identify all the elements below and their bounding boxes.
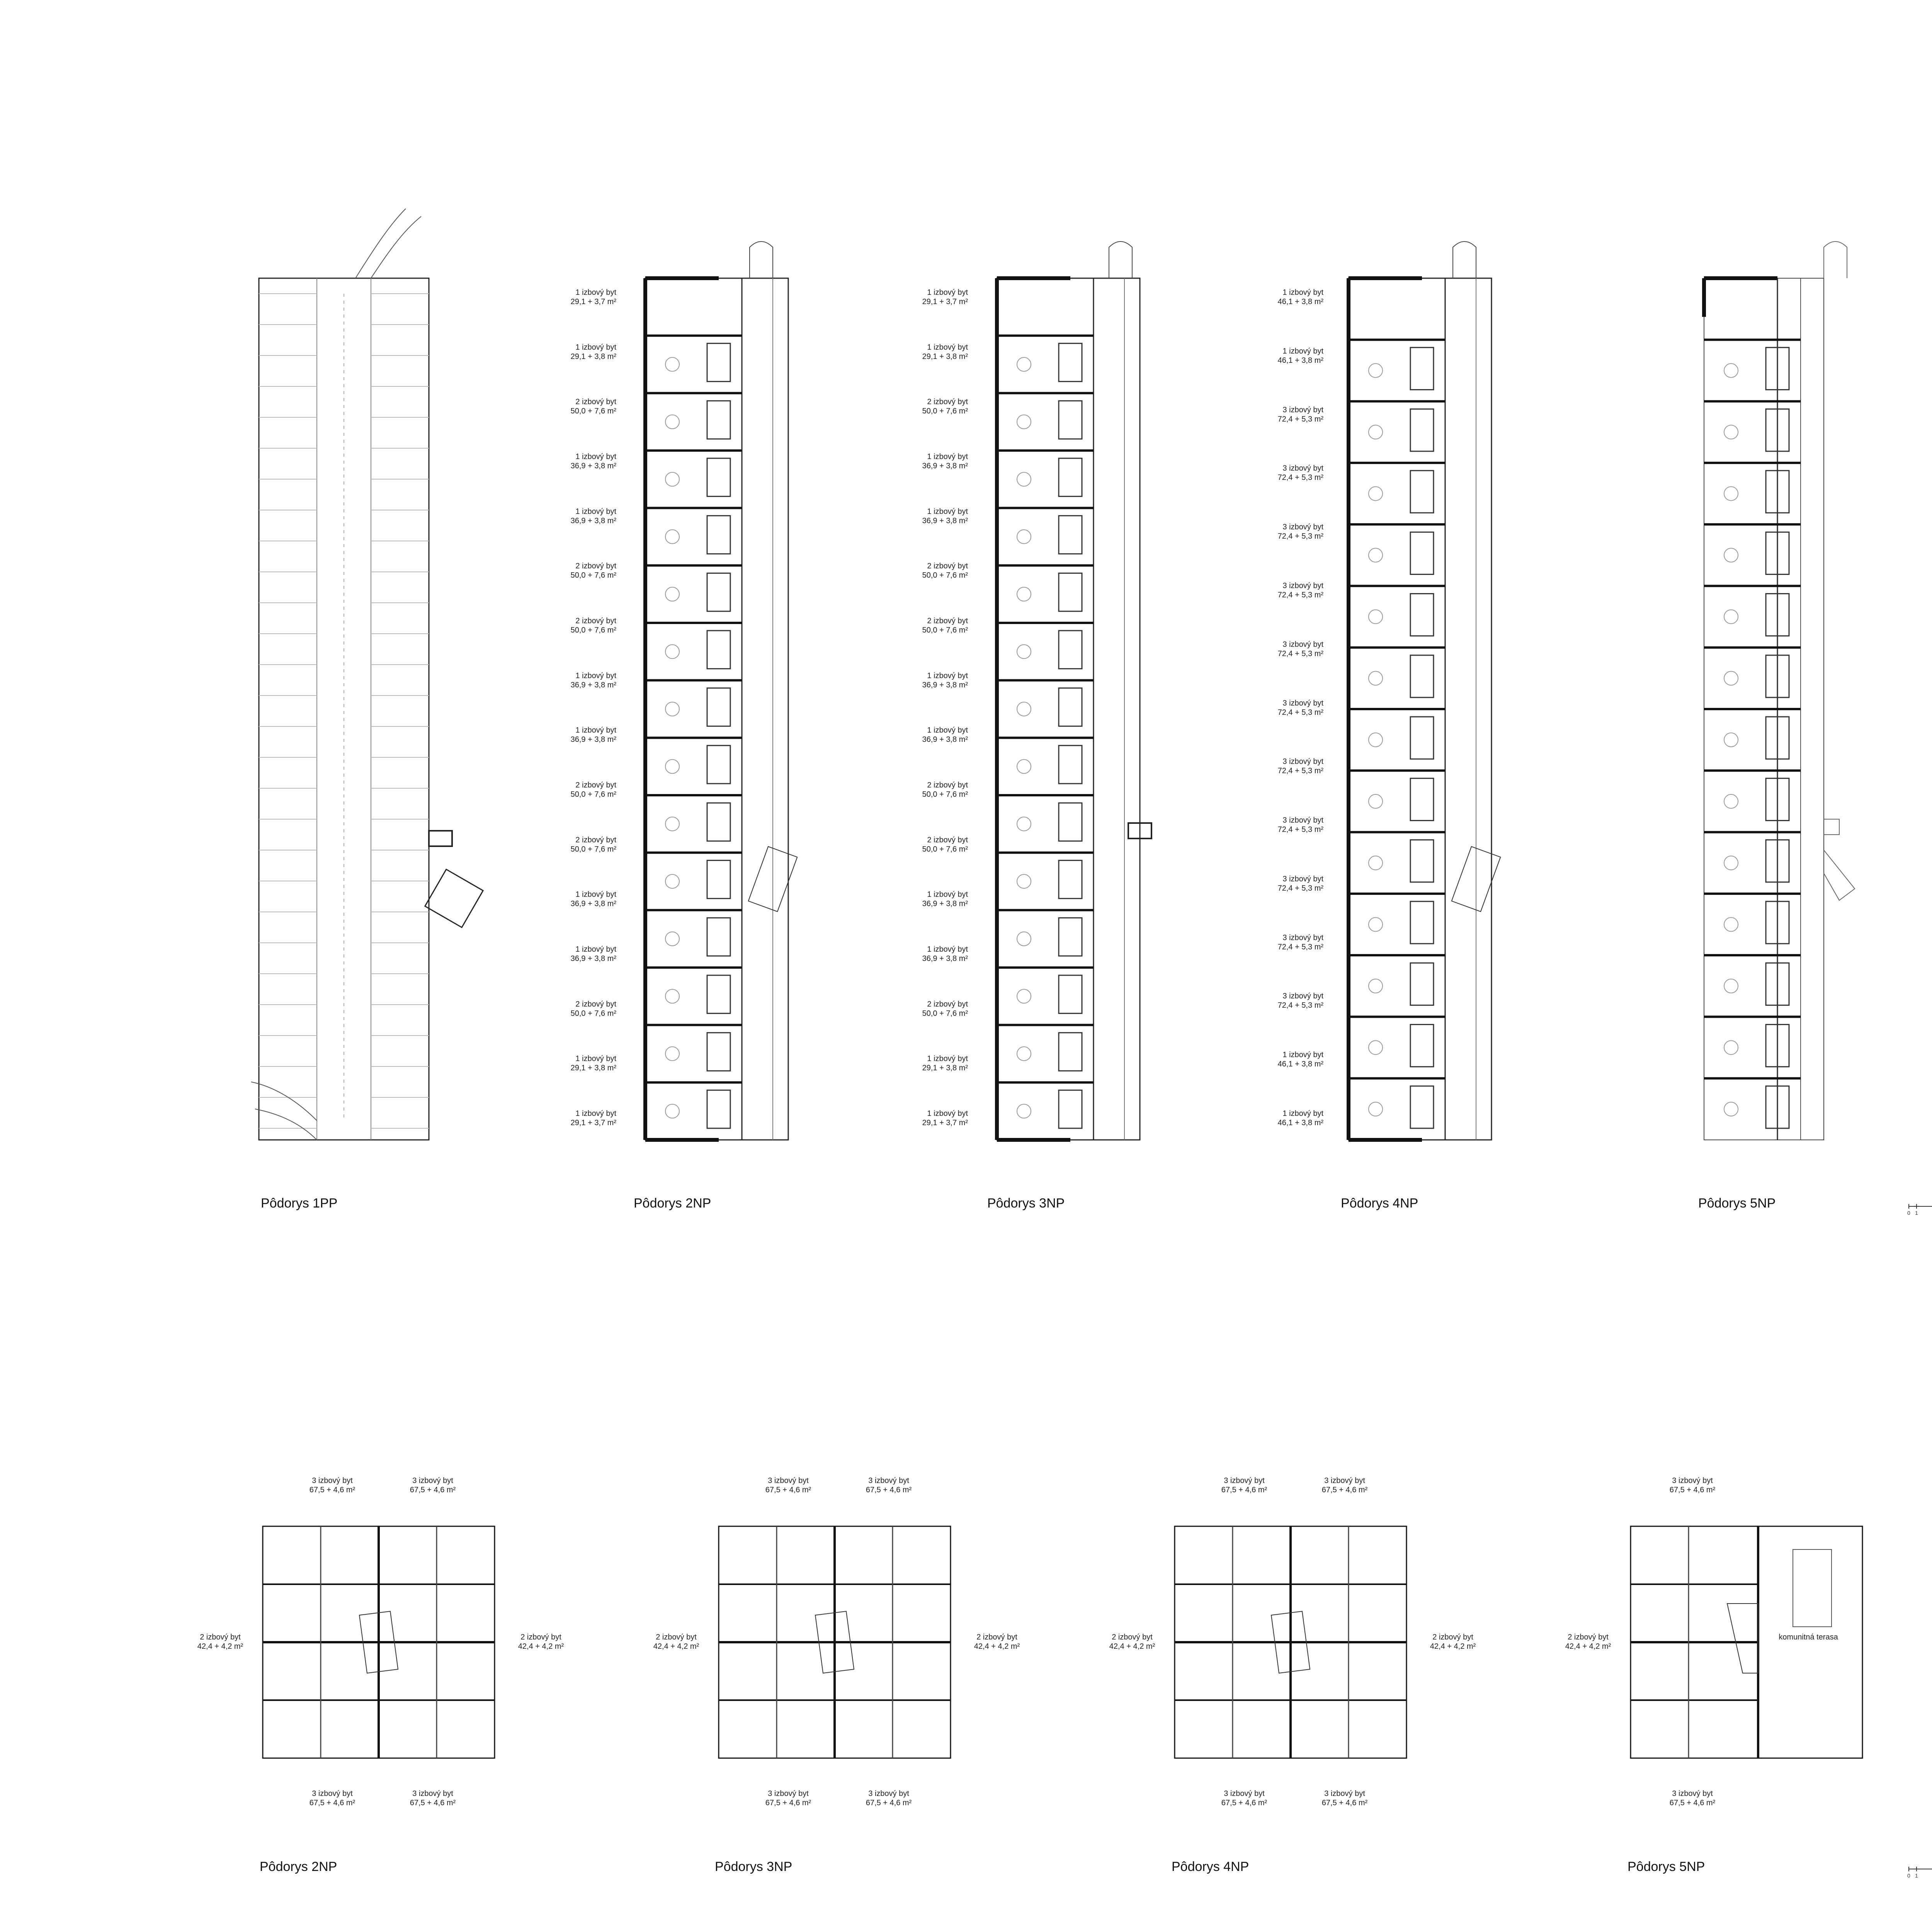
- unit-type: 3 izbový byt: [1282, 464, 1323, 473]
- unit-type: 1 izbový byt: [927, 1109, 968, 1118]
- unit-label-top-right: [850, 1476, 927, 1495]
- unit-label: [891, 343, 968, 361]
- unit-label: [539, 671, 616, 690]
- unit-type: 1 izbový byt: [927, 671, 968, 680]
- unit-area: 29,1 + 3,8 m²: [570, 1064, 616, 1073]
- unit-area: 42,4 + 4,2 m²: [518, 1642, 564, 1651]
- unit-type: 2 izbový byt: [927, 1000, 968, 1009]
- point-plan-drawing: [263, 1526, 502, 1766]
- unit-type: 3 izbový byt: [1282, 699, 1323, 707]
- unit-label-top: [1654, 1476, 1731, 1495]
- unit-label: [1246, 581, 1323, 600]
- unit-type: 2 izbový byt: [1112, 1633, 1153, 1641]
- unit-type: 1 izbový byt: [927, 452, 968, 461]
- unit-area: 67,5 + 4,6 m²: [1321, 1799, 1368, 1807]
- unit-type: 2 izbový byt: [200, 1633, 241, 1641]
- unit-type: 1 izbový byt: [575, 343, 616, 352]
- caption-point-4np: Pôdorys 4NP: [1172, 1859, 1249, 1874]
- scale-tick-0: 0: [1907, 1872, 1910, 1879]
- unit-area: 67,5 + 4,6 m²: [765, 1486, 811, 1494]
- unit-area: 72,4 + 5,3 m²: [1277, 1001, 1323, 1010]
- unit-area: 36,9 + 3,8 m²: [570, 680, 616, 689]
- unit-label: [1246, 992, 1323, 1010]
- unit-area: 46,1 + 3,8 m²: [1277, 298, 1323, 306]
- unit-label-top-left: [750, 1476, 827, 1495]
- unit-type: 3 izbový byt: [1282, 992, 1323, 1001]
- unit-type: 2 izbový byt: [927, 398, 968, 406]
- caption-3np: Pôdorys 3NP: [987, 1196, 1065, 1211]
- unit-area: 46,1 + 3,8 m²: [1277, 1060, 1323, 1069]
- unit-label-left: [1094, 1633, 1171, 1651]
- unit-type: 1 izbový byt: [575, 452, 616, 461]
- plan-4np-drawing: [1345, 232, 1499, 1144]
- unit-label: [891, 1000, 968, 1018]
- unit-type: 1 izbový byt: [575, 288, 616, 297]
- unit-area: 29,1 + 3,7 m²: [570, 1119, 616, 1127]
- unit-label: [1246, 699, 1323, 717]
- unit-type: 3 izbový byt: [1672, 1476, 1713, 1485]
- unit-area: 50,0 + 7,6 m²: [922, 407, 968, 416]
- caption-point-5np: Pôdorys 5NP: [1628, 1859, 1705, 1874]
- unit-type: 1 izbový byt: [927, 726, 968, 735]
- unit-area: 67,5 + 4,6 m²: [309, 1799, 355, 1807]
- scale-tick-1: 1: [1915, 1872, 1918, 1879]
- unit-area: 36,9 + 3,8 m²: [922, 735, 968, 744]
- unit-label: [891, 397, 968, 416]
- point-plan-drawing: [719, 1526, 958, 1766]
- unit-type: 3 izbový byt: [412, 1476, 453, 1485]
- caption-1pp: Pôdorys 1PP: [261, 1196, 338, 1211]
- unit-label: [539, 781, 616, 799]
- unit-type: 3 izbový byt: [768, 1476, 809, 1485]
- unit-type: 2 izbový byt: [575, 835, 616, 844]
- unit-type: 2 izbový byt: [520, 1633, 561, 1641]
- unit-label: [539, 1054, 616, 1073]
- unit-label: [891, 288, 968, 306]
- plan-4np: [1345, 232, 1499, 1144]
- point-plan-drawing: [1175, 1526, 1414, 1766]
- unit-label: [539, 288, 616, 306]
- unit-type: 2 izbový byt: [976, 1633, 1017, 1641]
- unit-label-top-left: [1206, 1476, 1283, 1495]
- unit-label: [1246, 522, 1323, 541]
- unit-area: 36,9 + 3,8 m²: [922, 900, 968, 908]
- unit-area: 72,4 + 5,3 m²: [1277, 473, 1323, 482]
- unit-type: 1 izbový byt: [927, 890, 968, 899]
- unit-label: [891, 671, 968, 690]
- unit-area: 72,4 + 5,3 m²: [1277, 649, 1323, 658]
- unit-area: 29,1 + 3,8 m²: [922, 352, 968, 361]
- unit-label: [891, 1054, 968, 1073]
- unit-label-top-right: [394, 1476, 471, 1495]
- unit-area: 29,1 + 3,7 m²: [922, 1119, 968, 1127]
- unit-area: 42,4 + 4,2 m²: [653, 1642, 699, 1651]
- unit-label: [1246, 347, 1323, 365]
- unit-label: [1246, 816, 1323, 834]
- unit-area: 72,4 + 5,3 m²: [1277, 590, 1323, 599]
- unit-type: 1 izbový byt: [575, 1109, 616, 1118]
- unit-label-bottom-right: [850, 1789, 927, 1808]
- unit-label: [539, 561, 616, 580]
- unit-area: 50,0 + 7,6 m²: [922, 1009, 968, 1018]
- unit-area: 72,4 + 5,3 m²: [1277, 532, 1323, 541]
- unit-label: [539, 945, 616, 963]
- unit-type: 1 izbový byt: [575, 945, 616, 954]
- unit-type: 3 izbový byt: [1282, 523, 1323, 532]
- unit-label: [539, 1000, 616, 1018]
- unit-label: [891, 1109, 968, 1128]
- unit-area: 67,5 + 4,6 m²: [410, 1799, 456, 1807]
- unit-type: 2 izbový byt: [575, 398, 616, 406]
- unit-label-top-left: [294, 1476, 371, 1495]
- unit-type: 1 izbový byt: [1282, 347, 1323, 355]
- unit-type: 2 izbový byt: [1432, 1633, 1473, 1641]
- unit-area: 46,1 + 3,8 m²: [1277, 356, 1323, 365]
- unit-type: 1 izbový byt: [575, 1054, 616, 1063]
- unit-area: 67,5 + 4,6 m²: [410, 1486, 456, 1494]
- unit-type: 1 izbový byt: [1282, 288, 1323, 297]
- unit-area: 29,1 + 3,7 m²: [922, 298, 968, 306]
- unit-area: 67,5 + 4,6 m²: [1321, 1486, 1368, 1494]
- unit-label-right: [1414, 1633, 1492, 1651]
- unit-label: [891, 616, 968, 635]
- unit-area: 36,9 + 3,8 m²: [922, 462, 968, 470]
- unit-area: 50,0 + 7,6 m²: [570, 845, 616, 854]
- scale-bar-2: [1909, 1866, 1932, 1882]
- unit-label: [891, 726, 968, 744]
- unit-area: 67,5 + 4,6 m²: [866, 1486, 912, 1494]
- unit-area: 42,4 + 4,2 m²: [1565, 1642, 1611, 1651]
- unit-area: 50,0 + 7,6 m²: [570, 790, 616, 799]
- unit-label-left: [182, 1633, 259, 1651]
- unit-area: 67,5 + 4,6 m²: [765, 1799, 811, 1807]
- scale-tick-1: 1: [1915, 1210, 1918, 1216]
- unit-area: 72,4 + 5,3 m²: [1277, 942, 1323, 951]
- unit-type: 2 izbový byt: [927, 617, 968, 625]
- unit-label-left: [1549, 1633, 1627, 1651]
- unit-label: [539, 616, 616, 635]
- unit-type: 1 izbový byt: [1282, 1051, 1323, 1060]
- unit-type: 1 izbový byt: [575, 726, 616, 735]
- unit-area: 36,9 + 3,8 m²: [922, 680, 968, 689]
- unit-type: 1 izbový byt: [927, 507, 968, 516]
- unit-type: 3 izbový byt: [1324, 1476, 1365, 1485]
- caption-2np: Pôdorys 2NP: [634, 1196, 711, 1211]
- unit-type: 1 izbový byt: [927, 343, 968, 352]
- plan-3np-drawing: [993, 232, 1148, 1144]
- unit-label-bottom-left: [750, 1789, 827, 1808]
- unit-type: 3 izbový byt: [768, 1789, 809, 1798]
- unit-area: 36,9 + 3,8 m²: [922, 516, 968, 525]
- unit-type: 1 izbový byt: [575, 671, 616, 680]
- unit-type: 2 izbový byt: [927, 562, 968, 571]
- unit-area: 72,4 + 5,3 m²: [1277, 767, 1323, 776]
- unit-type: 2 izbový byt: [575, 781, 616, 789]
- unit-type: 3 izbový byt: [1224, 1789, 1265, 1798]
- unit-label: [539, 452, 616, 471]
- unit-label: [539, 507, 616, 526]
- unit-type: 1 izbový byt: [575, 890, 616, 899]
- unit-label-right: [502, 1633, 580, 1651]
- unit-area: 72,4 + 5,3 m²: [1277, 708, 1323, 717]
- plan-2np-drawing: [641, 232, 796, 1144]
- unit-type: 3 izbový byt: [312, 1789, 353, 1798]
- unit-label-bottom-right: [1306, 1789, 1383, 1808]
- unit-area: 46,1 + 3,8 m²: [1277, 1119, 1323, 1127]
- unit-type: 2 izbový byt: [927, 781, 968, 789]
- unit-area: 67,5 + 4,6 m²: [866, 1799, 912, 1807]
- unit-type: 2 izbový byt: [575, 617, 616, 625]
- unit-area: 42,4 + 4,2 m²: [1109, 1642, 1155, 1651]
- plan-1pp: [259, 270, 433, 1144]
- unit-type: 3 izbový byt: [412, 1789, 453, 1798]
- unit-label: [1246, 1050, 1323, 1069]
- unit-area: 67,5 + 4,6 m²: [1669, 1486, 1716, 1494]
- unit-area: 36,9 + 3,8 m²: [922, 954, 968, 963]
- unit-type: 1 izbový byt: [927, 1054, 968, 1063]
- caption-point-2np: Pôdorys 2NP: [260, 1859, 337, 1874]
- unit-label: [539, 835, 616, 854]
- unit-label: [891, 890, 968, 908]
- unit-area: 67,5 + 4,6 m²: [1221, 1486, 1267, 1494]
- unit-label: [1246, 1109, 1323, 1128]
- unit-area: 50,0 + 7,6 m²: [922, 845, 968, 854]
- unit-label: [1246, 757, 1323, 776]
- unit-type: 1 izbový byt: [927, 288, 968, 297]
- unit-type: 2 izbový byt: [575, 1000, 616, 1009]
- unit-area: 42,4 + 4,2 m²: [1430, 1642, 1476, 1651]
- unit-label-left: [638, 1633, 715, 1651]
- unit-type: 3 izbový byt: [1282, 933, 1323, 942]
- community-terrace-label: komunitná terasa: [1779, 1633, 1838, 1641]
- caption-point-3np: Pôdorys 3NP: [715, 1859, 793, 1874]
- caption-5np: Pôdorys 5NP: [1698, 1196, 1776, 1211]
- unit-label: [1246, 464, 1323, 482]
- unit-label: [891, 945, 968, 963]
- unit-type: 1 izbový byt: [575, 507, 616, 516]
- unit-type: 3 izbový byt: [868, 1476, 909, 1485]
- unit-area: 29,1 + 3,8 m²: [922, 1064, 968, 1073]
- unit-label: [891, 452, 968, 471]
- unit-type: 3 izbový byt: [1282, 757, 1323, 766]
- unit-label: [1246, 933, 1323, 952]
- unit-type: 3 izbový byt: [1324, 1789, 1365, 1798]
- unit-label: [891, 835, 968, 854]
- unit-label: [891, 561, 968, 580]
- scale-bar-1: [1909, 1204, 1932, 1219]
- plan-2np: [641, 232, 796, 1144]
- unit-label: [1246, 288, 1323, 306]
- caption-4np: Pôdorys 4NP: [1341, 1196, 1418, 1211]
- unit-label-bottom-left: [1206, 1789, 1283, 1808]
- unit-label: [539, 1109, 616, 1128]
- unit-type: 2 izbový byt: [575, 562, 616, 571]
- unit-area: 29,1 + 3,7 m²: [570, 298, 616, 306]
- plan-5np: [1700, 232, 1878, 1144]
- unit-area: 50,0 + 7,6 m²: [922, 790, 968, 799]
- scale-tick-0: 0: [1907, 1210, 1910, 1216]
- unit-area: 50,0 + 7,6 m²: [570, 626, 616, 634]
- unit-area: 36,9 + 3,8 m²: [570, 735, 616, 744]
- unit-label: [539, 343, 616, 361]
- unit-type: 2 izbový byt: [1568, 1633, 1609, 1641]
- unit-type: 1 izbový byt: [927, 945, 968, 954]
- unit-area: 72,4 + 5,3 m²: [1277, 825, 1323, 834]
- unit-label: [539, 397, 616, 416]
- unit-label-top-right: [1306, 1476, 1383, 1495]
- unit-label: [1246, 874, 1323, 893]
- unit-area: 36,9 + 3,8 m²: [570, 462, 616, 470]
- unit-type: 3 izbový byt: [1282, 640, 1323, 649]
- unit-area: 36,9 + 3,8 m²: [570, 954, 616, 963]
- unit-area: 36,9 + 3,8 m²: [570, 516, 616, 525]
- unit-label: [891, 507, 968, 526]
- unit-area: 42,4 + 4,2 m²: [974, 1642, 1020, 1651]
- unit-type: 3 izbový byt: [1224, 1476, 1265, 1485]
- plan-3np: [993, 232, 1148, 1144]
- unit-type: 3 izbový byt: [1282, 816, 1323, 825]
- unit-type: 3 izbový byt: [1282, 581, 1323, 590]
- unit-area: 50,0 + 7,6 m²: [570, 407, 616, 416]
- unit-area: 29,1 + 3,8 m²: [570, 352, 616, 361]
- unit-area: 42,4 + 4,2 m²: [197, 1642, 243, 1651]
- unit-label-right: [958, 1633, 1036, 1651]
- unit-area: 72,4 + 5,3 m²: [1277, 415, 1323, 423]
- unit-area: 67,5 + 4,6 m²: [1669, 1799, 1716, 1807]
- unit-area: 50,0 + 7,6 m²: [570, 1009, 616, 1018]
- unit-type: 3 izbový byt: [312, 1476, 353, 1485]
- unit-area: 72,4 + 5,3 m²: [1277, 884, 1323, 893]
- unit-label-bottom-right: [394, 1789, 471, 1808]
- plan-5np-drawing: [1700, 232, 1878, 1144]
- unit-type: 2 izbový byt: [927, 835, 968, 844]
- unit-label: [539, 890, 616, 908]
- unit-type: 3 izbový byt: [1282, 405, 1323, 414]
- unit-type: 1 izbový byt: [1282, 1109, 1323, 1118]
- unit-label: [1246, 640, 1323, 658]
- unit-type: 3 izbový byt: [1672, 1789, 1713, 1798]
- point-plan-drawing: [1631, 1526, 1870, 1766]
- unit-area: 67,5 + 4,6 m²: [1221, 1799, 1267, 1807]
- unit-area: 67,5 + 4,6 m²: [309, 1486, 355, 1494]
- unit-label: [1246, 405, 1323, 424]
- unit-area: 50,0 + 7,6 m²: [922, 571, 968, 580]
- unit-label-bottom-left: [294, 1789, 371, 1808]
- unit-type: 2 izbový byt: [656, 1633, 697, 1641]
- unit-type: 3 izbový byt: [868, 1789, 909, 1798]
- unit-type: 3 izbový byt: [1282, 874, 1323, 883]
- unit-area: 50,0 + 7,6 m²: [922, 626, 968, 634]
- unit-label: [891, 781, 968, 799]
- unit-label-bottom: [1654, 1789, 1731, 1808]
- unit-label: [539, 726, 616, 744]
- plan-1pp-drawing: [259, 270, 433, 1144]
- unit-area: 36,9 + 3,8 m²: [570, 900, 616, 908]
- unit-area: 50,0 + 7,6 m²: [570, 571, 616, 580]
